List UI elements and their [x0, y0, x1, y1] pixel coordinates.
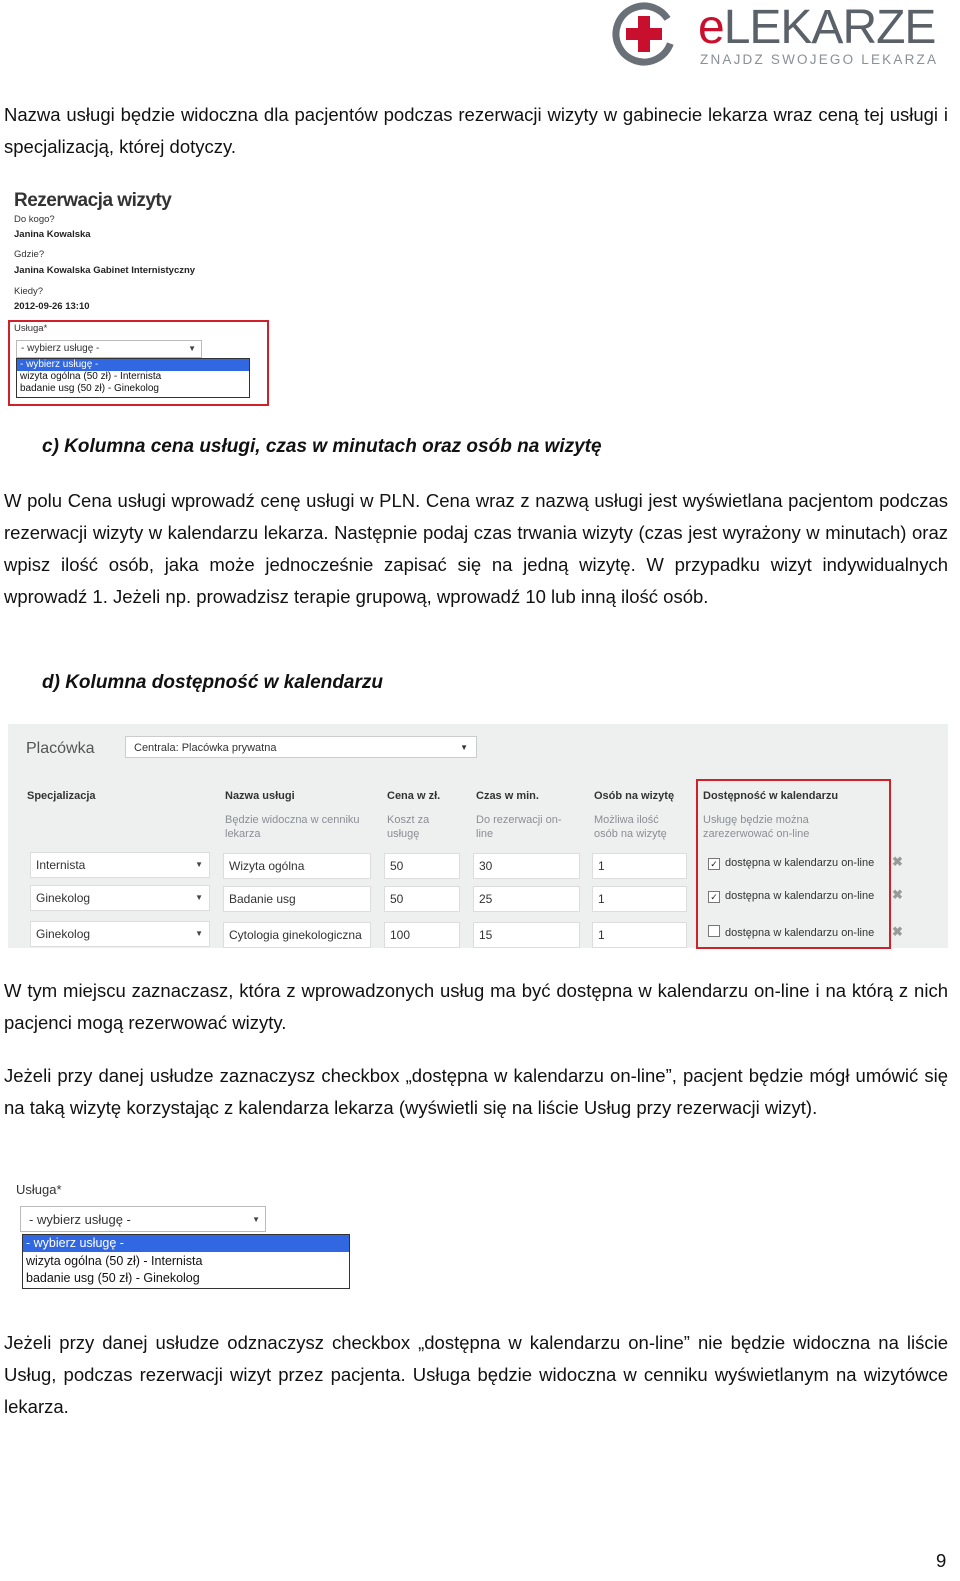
paragraph-2: W tym miejscu zaznaczasz, która z wprowadzonych usług ma być dostępna w kalendarzu on-line i na którą z nich pacjenci mogą rezerwować wizyty.	[4, 980, 948, 1033]
where-value: Janina Kowalska Gabinet Internistyczny	[14, 265, 196, 276]
chevron-down-icon: ▼	[195, 893, 203, 902]
logo-wordmark: eLEKARZE	[698, 1, 936, 54]
persons-input[interactable]: 1	[592, 853, 687, 879]
delete-x-icon[interactable]: ✖	[892, 854, 903, 869]
service-select-screenshot	[14, 1178, 354, 1293]
col-header-spec: Specjalizacja	[27, 790, 96, 802]
dropdown-option[interactable]: wizyta ogólna (50 zł) - Internista	[26, 1254, 203, 1268]
spec-select[interactable]: Ginekolog ▼	[30, 921, 210, 947]
page-number: 9	[936, 1550, 947, 1571]
spec-select[interactable]: Internista ▼	[30, 852, 210, 878]
service-name-input[interactable]: Wizyta ogólna	[223, 853, 371, 879]
paragraph-3: Jeżeli przy danej usłudze zaznaczysz checkbox „dostępna w kalendarzu on-line”, pacjent będzie mógł umówić się na taką wizytę korzystając z kalendarza lekarza (wyświetli się na liście Usług przy rezerwacji wizyt).	[4, 1065, 948, 1118]
dropdown-option[interactable]: badanie usg (50 zł) - Ginekolog	[20, 383, 159, 394]
dropdown-option[interactable]: badanie usg (50 zł) - Ginekolog	[26, 1271, 200, 1285]
price-input[interactable]: 100	[384, 922, 460, 948]
section-c-paragraph: W polu Cena usługi wprowadź cenę usługi w PLN. Cena wraz z nazwą usługi jest wyświetlana pacjentom podczas rezerwacji wizyty w kalendarzu lekarza. Następnie podaj czas trwania wizyty (czas jest wyrażony w minutach) oraz wpisz ilość osób, jaka może jednocześnie zapisać się na jedną wizytę. W przypadku wizyt indywidualnych wprowadź 1. Jeżeli np. prowadzisz terapie grupową, wprowadź 10 lub inną ilość osób.	[4, 490, 948, 607]
delete-x-icon[interactable]: ✖	[892, 924, 903, 939]
spec-select[interactable]: Ginekolog ▼	[30, 885, 210, 911]
col-header-name: Nazwa usługi	[225, 790, 295, 802]
col-header-persons: Osób na wizytę	[594, 790, 675, 802]
logo-tagline: ZNAJDZ SWOJEGO LEKARZA	[700, 52, 939, 67]
col-sub-persons: Możliwa ilość osób na wizytę	[594, 814, 667, 840]
placowka-label: Placówka	[26, 740, 95, 757]
checkbox-unchecked-icon[interactable]	[708, 925, 720, 937]
chevron-down-icon: ▼	[195, 929, 203, 938]
who-value: Janina Kowalska	[14, 229, 91, 240]
when-value: 2012-09-26 13:10	[14, 301, 90, 312]
time-input[interactable]: 15	[473, 922, 580, 948]
checkbox-checked-icon[interactable]: ✓	[708, 891, 720, 903]
chevron-down-icon: ▼	[460, 743, 468, 752]
dropdown-option[interactable]: - wybierz usługę -	[17, 359, 249, 371]
col-sub-name: Będzie widoczna w cenniku lekarza	[225, 814, 360, 840]
chevron-down-icon: ▼	[188, 344, 196, 353]
service-name-input[interactable]: Cytologia ginekologiczna	[223, 922, 371, 948]
delete-x-icon[interactable]: ✖	[892, 887, 903, 902]
who-label: Do kogo?	[14, 214, 55, 225]
col-header-price: Cena w zł.	[387, 790, 441, 802]
reservation-form-screenshot	[8, 186, 270, 408]
section-d-heading: d) Kolumna dostępność w kalendarzu	[42, 672, 383, 693]
checkbox-checked-icon[interactable]: ✓	[708, 858, 720, 870]
services-table-screenshot	[8, 724, 948, 948]
price-input[interactable]: 50	[384, 853, 460, 879]
persons-input[interactable]: 1	[592, 886, 687, 912]
intro-paragraph: Nazwa usługi będzie widoczna dla pacjentów podczas rezerwacji wizyty w gabinecie lekarza wraz ceną tej usługi i specjalizacją, której dotyczy.	[4, 104, 948, 157]
reservation-title: Rezerwacja wizyty	[14, 190, 172, 211]
col-header-time: Czas w min.	[476, 790, 539, 802]
dropdown-option[interactable]: - wybierz usługę -	[23, 1235, 349, 1252]
time-input[interactable]: 25	[473, 886, 580, 912]
chevron-down-icon: ▼	[252, 1215, 260, 1224]
paragraph-4: Jeżeli przy danej usłudze odznaczysz checkbox „dostępna w kalendarzu on-line” nie będzie widoczna na liście Usług, podczas rezerwacji wizyt przez pacjenta. Usługa będzie widoczna w cenniku wyświetlanym na wizytówce lekarza.	[4, 1332, 948, 1417]
service-select[interactable]: - wybierz usługę - ▼	[16, 340, 202, 358]
dropdown-option[interactable]: wizyta ogólna (50 zł) - Internista	[20, 371, 162, 382]
service-name-input[interactable]: Badanie usg	[223, 886, 371, 912]
service-label: Usługa*	[14, 323, 48, 334]
time-input[interactable]: 30	[473, 853, 580, 879]
persons-input[interactable]: 1	[592, 922, 687, 948]
chevron-down-icon: ▼	[195, 860, 203, 869]
when-label: Kiedy?	[14, 286, 44, 297]
service-select[interactable]: - wybierz usługę - ▼	[20, 1206, 266, 1232]
section-c-heading: c) Kolumna cena usługi, czas w minutach oraz osób na wizytę	[42, 436, 602, 457]
col-sub-price: Koszt za usługę	[387, 814, 430, 840]
availability-checkbox[interactable]: ✓ dostępna w kalendarzu on-line	[708, 855, 874, 871]
availability-checkbox[interactable]: ✓ dostępna w kalendarzu on-line	[708, 888, 874, 904]
service-label: Usługa*	[16, 1182, 62, 1197]
col-sub-time: Do rezerwacji on-line	[476, 814, 562, 840]
col-sub-available: Usługę będzie można zarezerwować on-line	[703, 814, 810, 840]
service-dropdown[interactable]	[16, 358, 250, 398]
elekarze-logo	[612, 2, 942, 70]
where-label: Gdzie?	[14, 249, 45, 260]
placowka-select[interactable]: Centrala: Placówka prywatna ▼	[125, 736, 477, 758]
price-input[interactable]: 50	[384, 886, 460, 912]
col-header-available: Dostępność w kalendarzu	[703, 790, 839, 802]
medical-cross-icon	[612, 2, 676, 66]
service-dropdown[interactable]	[22, 1234, 350, 1289]
availability-checkbox[interactable]: dostępna w kalendarzu on-line	[708, 925, 874, 941]
